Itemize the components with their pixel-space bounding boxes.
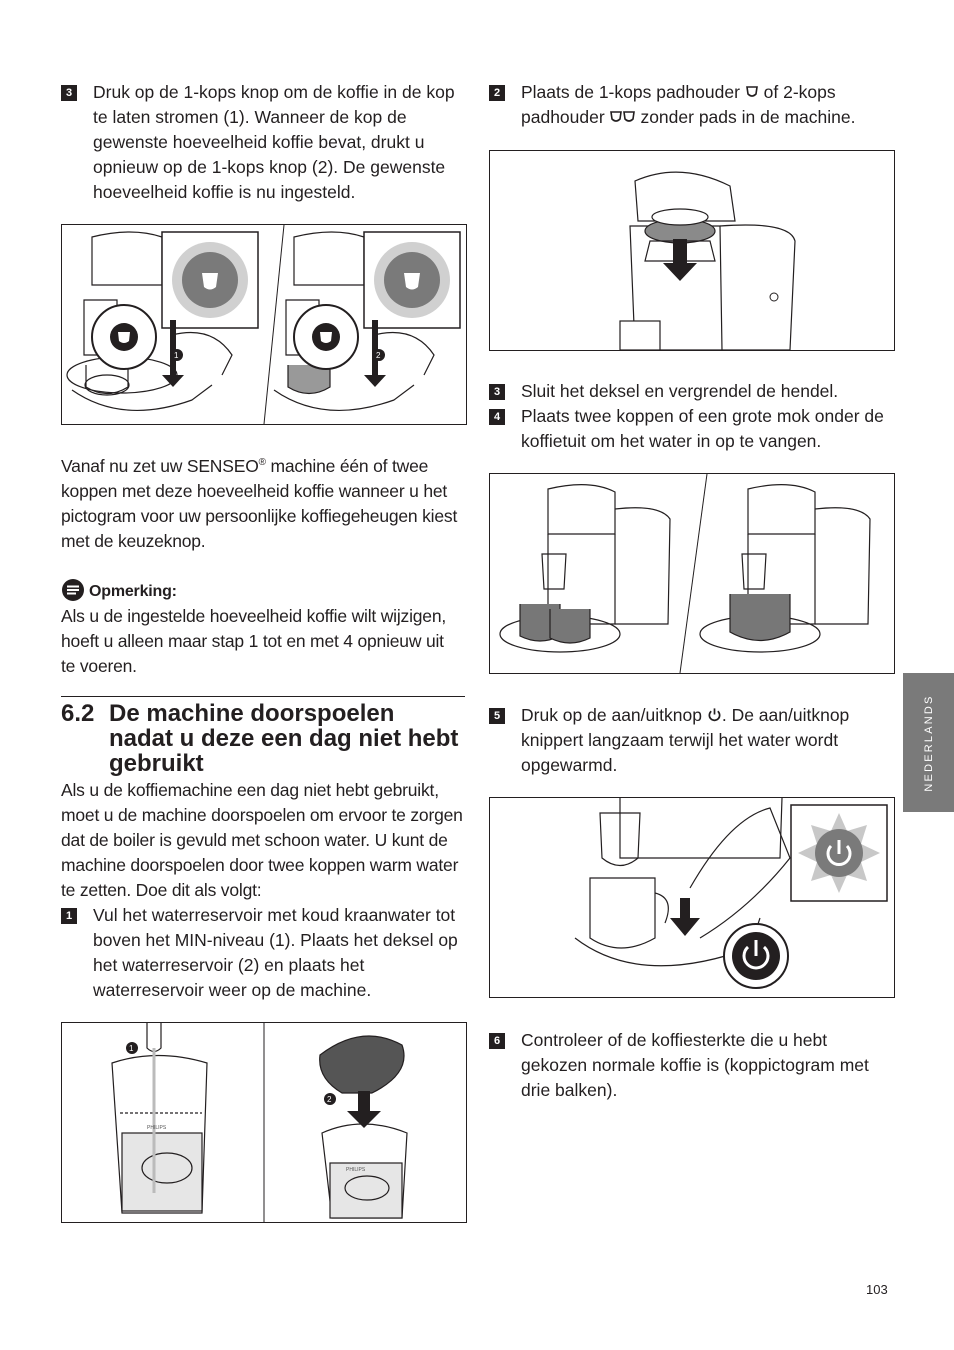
step-number: 4 (489, 409, 505, 425)
step-text: Druk op de aan/uitknop . De aan/uitknop knippert langzaam terwijl het water wordt opgewarmd. (521, 705, 850, 775)
svg-text:PHILIPS: PHILIPS (346, 1167, 366, 1173)
step-number: 2 (489, 85, 505, 101)
step-text: Sluit het deksel en vergrendel de hendel. (521, 381, 839, 401)
power-icon (724, 924, 788, 988)
language-side-tab (903, 673, 954, 812)
note-text: Als u de ingestelde hoeveelheid koffie wilt wijzigen, hoeft u alleen maar stap 1 tot en met 4 opnieuw uit te voeren. (61, 606, 447, 676)
svg-text:1: 1 (129, 1044, 134, 1053)
language-label: NEDERLANDS (922, 693, 935, 792)
section-number: 6.2 (61, 700, 95, 727)
step-text: Plaats twee koppen of een grote mok onder de koffietuit om het water in op te vangen. (521, 406, 884, 451)
step-text: Plaats de 1-kops padhouder of 2-kops padhouder zonder pads in de machine. (521, 82, 856, 127)
step-number: 6 (489, 1033, 505, 1049)
figure-cups-under-spout (489, 473, 895, 674)
step-number: 1 (61, 908, 77, 924)
svg-text:PHILIPS: PHILIPS (147, 1125, 167, 1131)
step-text: Druk op de 1-kops knop om de koffie in de kop te laten stromen (1). Wanneer de kop de gewenste hoeveelheid koffie bevat, drukt u opnieuw op de 1-kops knop (2). De gewenste hoeveelheid koffie is nu ingesteld. (93, 82, 455, 202)
figure-water-tank (61, 1022, 467, 1223)
section-intro: Als u de koffiemachine een dag niet hebt gebruikt, moet u de machine doorspoelen om ervoor te zorgen dat de boiler is gevuld met schoon water. U kunt de machine doorspoelen door twee koppen warm water te zetten. Doe dit als volgt: (61, 780, 463, 900)
step-text: Vul het waterreservoir met koud kraanwater tot boven het MIN-niveau (1). Plaats het deksel op het waterreservoir (2) en plaats het waterreservoir weer op de machine. (93, 905, 458, 1000)
water-tank-fill (112, 1023, 207, 1213)
step-number: 3 (489, 384, 505, 400)
note-title: Opmerking: (89, 583, 177, 600)
step-text: Controleer of de koffiesterkte die u hebt gekozen normale koffie is (koppictogram met drie balken). (521, 1030, 869, 1100)
step-number: 3 (61, 85, 77, 101)
page-number: 103 (866, 1282, 888, 1297)
svg-text:2: 2 (376, 351, 381, 360)
note-icon (61, 578, 85, 602)
svg-text:2: 2 (327, 1095, 332, 1104)
section-title: De machine doorspoelen nadat u deze een dag niet hebt gebruikt (109, 700, 459, 777)
figure-cup-button-press (61, 224, 467, 425)
power-icon (707, 707, 722, 722)
figure-pod-holder (489, 150, 895, 351)
cup-icon (92, 305, 156, 369)
figure-power-button (489, 797, 895, 998)
step-number: 5 (489, 708, 505, 724)
note-block (61, 578, 461, 679)
svg-text:1: 1 (174, 351, 179, 360)
memory-paragraph: Vanaf nu zet uw SENSEO® machine één of twee koppen met deze hoeveelheid koffie wanneer u het pictogram voor uw persoonlijke koffiegeheugen kiest met de keuzeknop. (61, 456, 458, 551)
double-cup-icon (610, 110, 636, 124)
cup-icon (745, 85, 759, 99)
section-rule (61, 696, 465, 697)
